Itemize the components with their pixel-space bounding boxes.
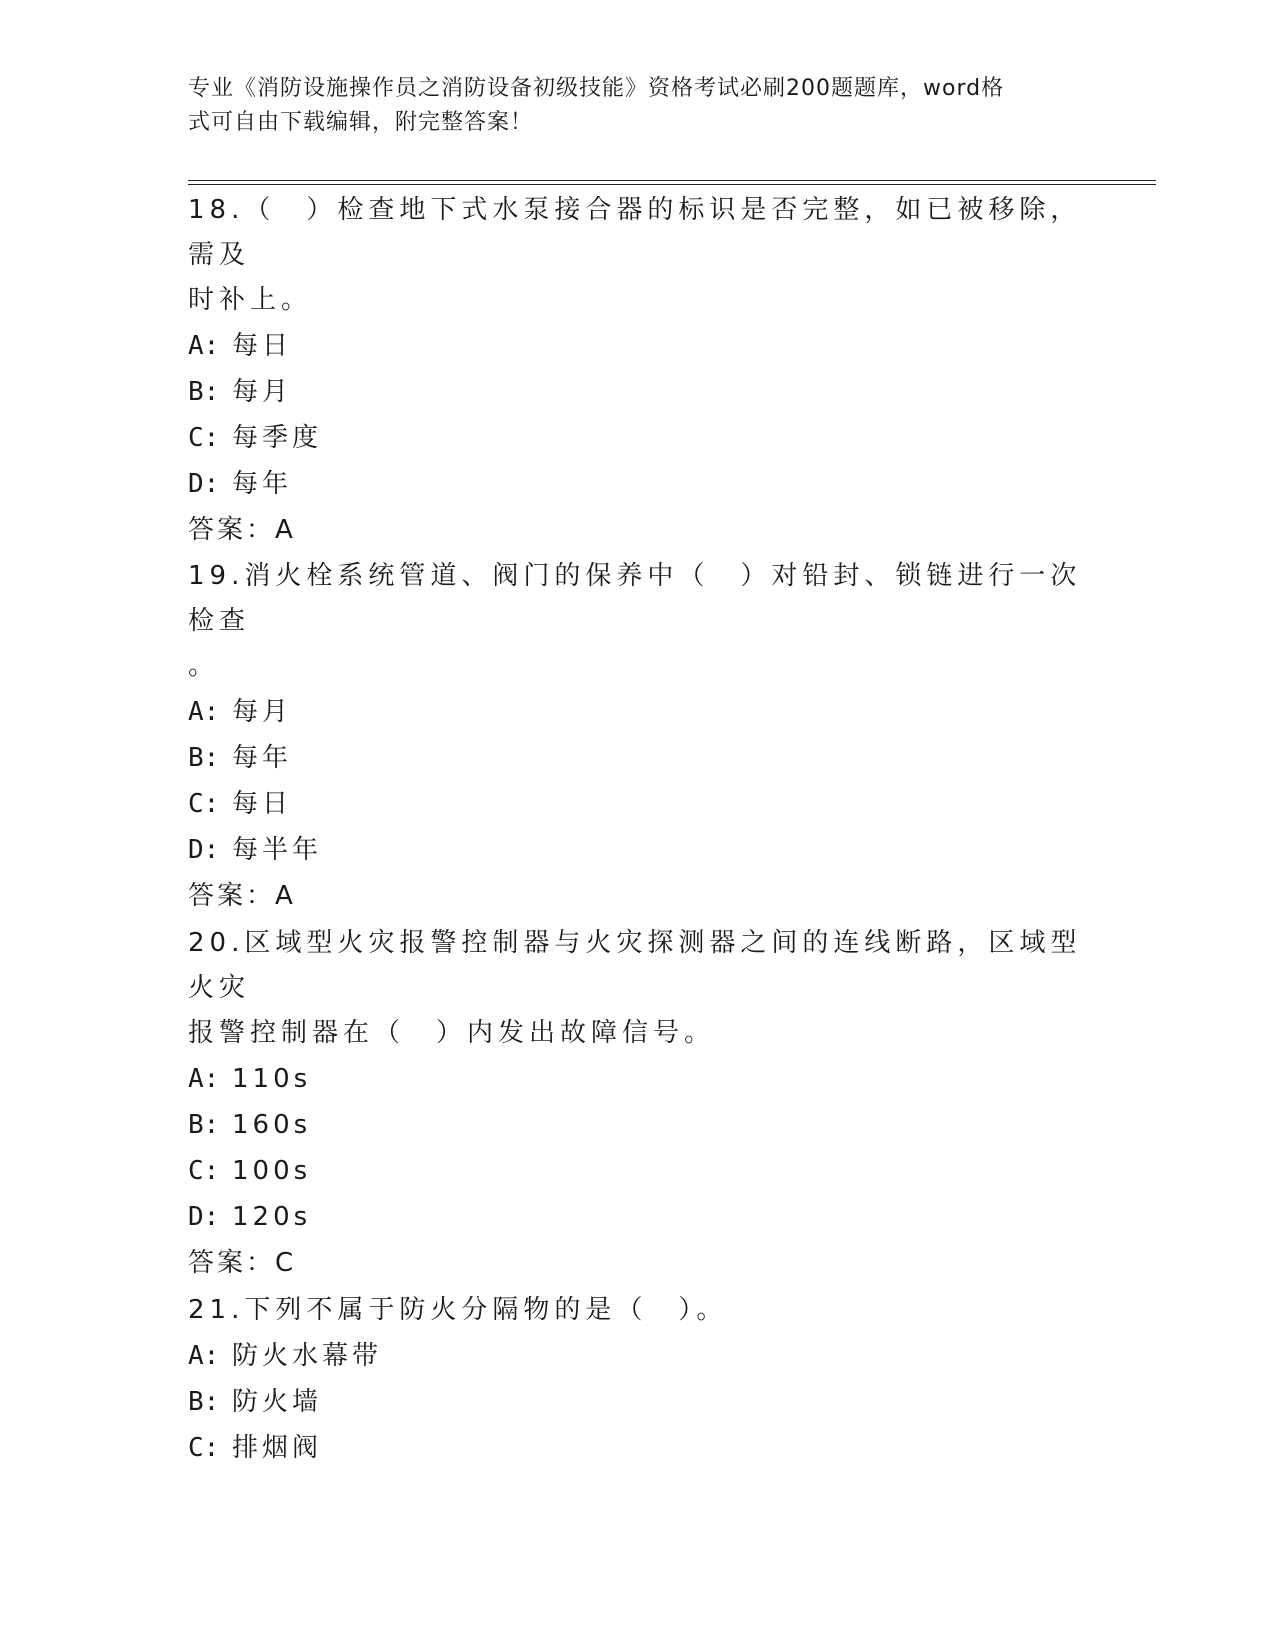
question-21 bbox=[188, 1288, 1088, 1471]
option-d bbox=[188, 1194, 1088, 1240]
option-a bbox=[188, 689, 1088, 735]
option-text: 每日 bbox=[232, 331, 293, 361]
option-a bbox=[188, 1056, 1088, 1102]
question-20 bbox=[188, 921, 1088, 1286]
option-key: C: bbox=[188, 1156, 220, 1186]
option-b bbox=[188, 369, 1088, 415]
option-key: C: bbox=[188, 423, 220, 453]
question-text-line-1: 21.下列不属于防火分隔物的是（ ）。 bbox=[188, 1295, 728, 1325]
option-key: B: bbox=[188, 1387, 220, 1417]
option-key: A: bbox=[188, 1341, 220, 1371]
header-line-2: 式可自由下载编辑，附完整答案！ bbox=[188, 110, 534, 135]
option-text: 防火水幕带 bbox=[232, 1341, 383, 1371]
question-text-line-2: 。 bbox=[188, 651, 220, 681]
option-b bbox=[188, 1102, 1088, 1148]
option-key: A: bbox=[188, 331, 220, 361]
option-text: 每月 bbox=[232, 697, 293, 727]
option-text: 每年 bbox=[232, 743, 293, 773]
question-19 bbox=[188, 554, 1088, 919]
answer: 答案：C bbox=[188, 1248, 297, 1278]
option-key: B: bbox=[188, 377, 220, 407]
answer: 答案：A bbox=[188, 515, 296, 545]
option-text: 每月 bbox=[232, 377, 293, 407]
question-text-line-2: 时补上。 bbox=[188, 285, 313, 315]
option-c bbox=[188, 1425, 1088, 1471]
option-text: 110s bbox=[232, 1064, 312, 1094]
question-text-line-1: 20.区域型火灾报警控制器与火灾探测器之间的连线断路，区域型火灾 bbox=[188, 928, 1082, 1003]
option-text: 防火墙 bbox=[232, 1387, 323, 1417]
option-key: A: bbox=[188, 697, 220, 727]
option-key: B: bbox=[188, 743, 220, 773]
option-text: 120s bbox=[232, 1202, 312, 1232]
option-text: 每年 bbox=[232, 469, 293, 499]
header-divider-top bbox=[188, 180, 1156, 181]
option-c bbox=[188, 781, 1088, 827]
option-text: 100s bbox=[232, 1156, 312, 1186]
question-text-line-1: 19.消火栓系统管道、阀门的保养中（ ）对铅封、锁链进行一次检查 bbox=[188, 561, 1082, 636]
document-header bbox=[188, 72, 1068, 140]
option-key: A: bbox=[188, 1064, 220, 1094]
option-key: D: bbox=[188, 1202, 220, 1232]
option-c bbox=[188, 415, 1088, 461]
question-text-line-2: 报警控制器在（ ）内发出故障信号。 bbox=[188, 1018, 716, 1048]
option-c bbox=[188, 1148, 1088, 1194]
option-key: C: bbox=[188, 789, 220, 819]
option-d bbox=[188, 827, 1088, 873]
option-key: C: bbox=[188, 1433, 220, 1463]
option-key: D: bbox=[188, 469, 220, 499]
option-text: 每日 bbox=[232, 789, 293, 819]
option-key: B: bbox=[188, 1110, 220, 1140]
option-d bbox=[188, 461, 1088, 507]
header-divider-bottom bbox=[188, 184, 1156, 185]
option-a bbox=[188, 323, 1088, 369]
header-line-1: 专业《消防设施操作员之消防设备初级技能》资格考试必刷200题题库，word格 bbox=[188, 76, 1005, 101]
question-18 bbox=[188, 188, 1088, 553]
option-key: D: bbox=[188, 835, 220, 865]
answer: 答案：A bbox=[188, 881, 296, 911]
option-a bbox=[188, 1333, 1088, 1379]
option-text: 160s bbox=[232, 1110, 312, 1140]
option-text: 每季度 bbox=[232, 423, 323, 453]
option-b bbox=[188, 735, 1088, 781]
option-text: 排烟阀 bbox=[232, 1433, 323, 1463]
option-b bbox=[188, 1379, 1088, 1425]
question-text-line-1: 18.（ ）检查地下式水泵接合器的标识是否完整，如已被移除，需及 bbox=[188, 195, 1082, 270]
option-text: 每半年 bbox=[232, 835, 323, 865]
